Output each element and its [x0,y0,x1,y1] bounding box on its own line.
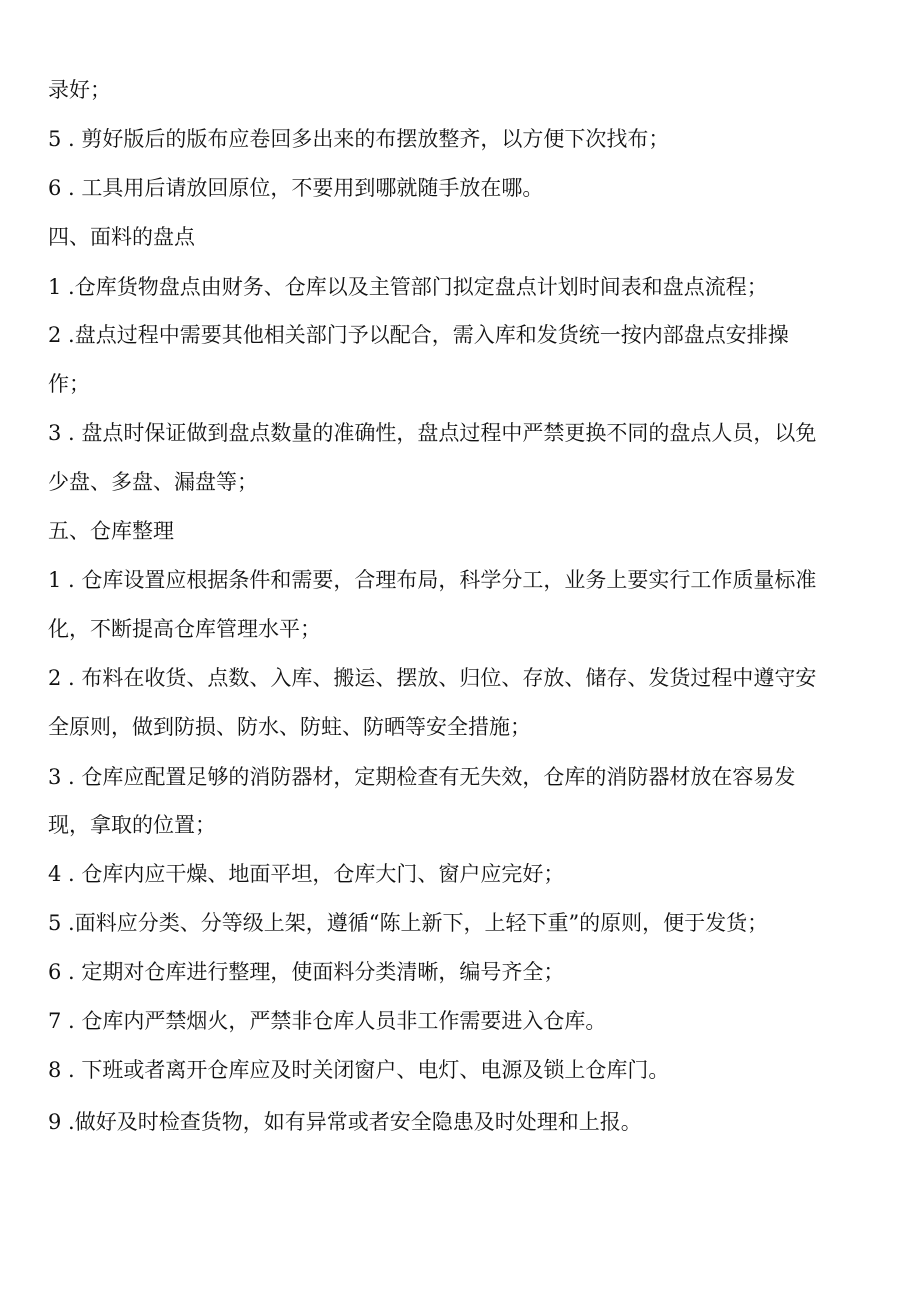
text-line: 1 . 仓库设置应根据条件和需要，合理布局，科学分工，业务上要实行工作质量标准 [48,568,817,592]
text-line: 5 .面料应分类、分等级上架，遵循“陈上新下，上轻下重”的原则，便于发货； [48,911,769,935]
text-line: 5 . 剪好版后的版布应卷回多出来的布摆放整齐，以方便下次找布； [48,127,670,151]
text-line: 作； [48,372,90,396]
text-line: 1 .仓库货物盘点由财务、仓库以及主管部门拟定盘点计划时间表和盘点流程； [48,275,768,299]
text-line: 少盘、多盘、漏盘等； [48,470,258,494]
text-line: 现，拿取的位置； [48,813,216,837]
text-line: 9 .做好及时检查货物，如有异常或者安全隐患及时处理和上报。 [48,1110,642,1134]
text-line: 2 .盘点过程中需要其他相关部门予以配合，需入库和发货统一按内部盘点安排操 [48,323,789,347]
section-heading: 四、面料的盘点 [48,225,195,249]
text-line: 8 . 下班或者离开仓库应及时关闭窗户、电灯、电源及锁上仓库门。 [48,1058,670,1082]
text-line: 全原则，做到防损、防水、防蛀、防晒等安全措施； [48,715,531,739]
section-heading: 五、仓库整理 [48,519,174,543]
text-line: 录好； [48,78,111,102]
text-line: 2 . 布料在收货、点数、入库、搬运、摆放、归位、存放、储存、发货过程中遵守安 [48,666,817,690]
text-line: 3 . 仓库应配置足够的消防器材，定期检查有无失效，仓库的消防器材放在容易发 [48,765,796,789]
text-line: 化，不断提高仓库管理水平； [48,617,321,641]
text-line: 6 . 定期对仓库进行整理，使面料分类清晰，编号齐全； [48,960,565,984]
text-line: 6 . 工具用后请放回原位，不要用到哪就随手放在哪。 [48,176,544,200]
text-line: 4 . 仓库内应干燥、地面平坦，仓库大门、窗户应完好； [48,862,565,886]
text-line: 3 . 盘点时保证做到盘点数量的准确性，盘点过程中严禁更换不同的盘点人员，以免 [48,421,817,445]
text-line: 7 . 仓库内严禁烟火，严禁非仓库人员非工作需要进入仓库。 [48,1009,607,1033]
